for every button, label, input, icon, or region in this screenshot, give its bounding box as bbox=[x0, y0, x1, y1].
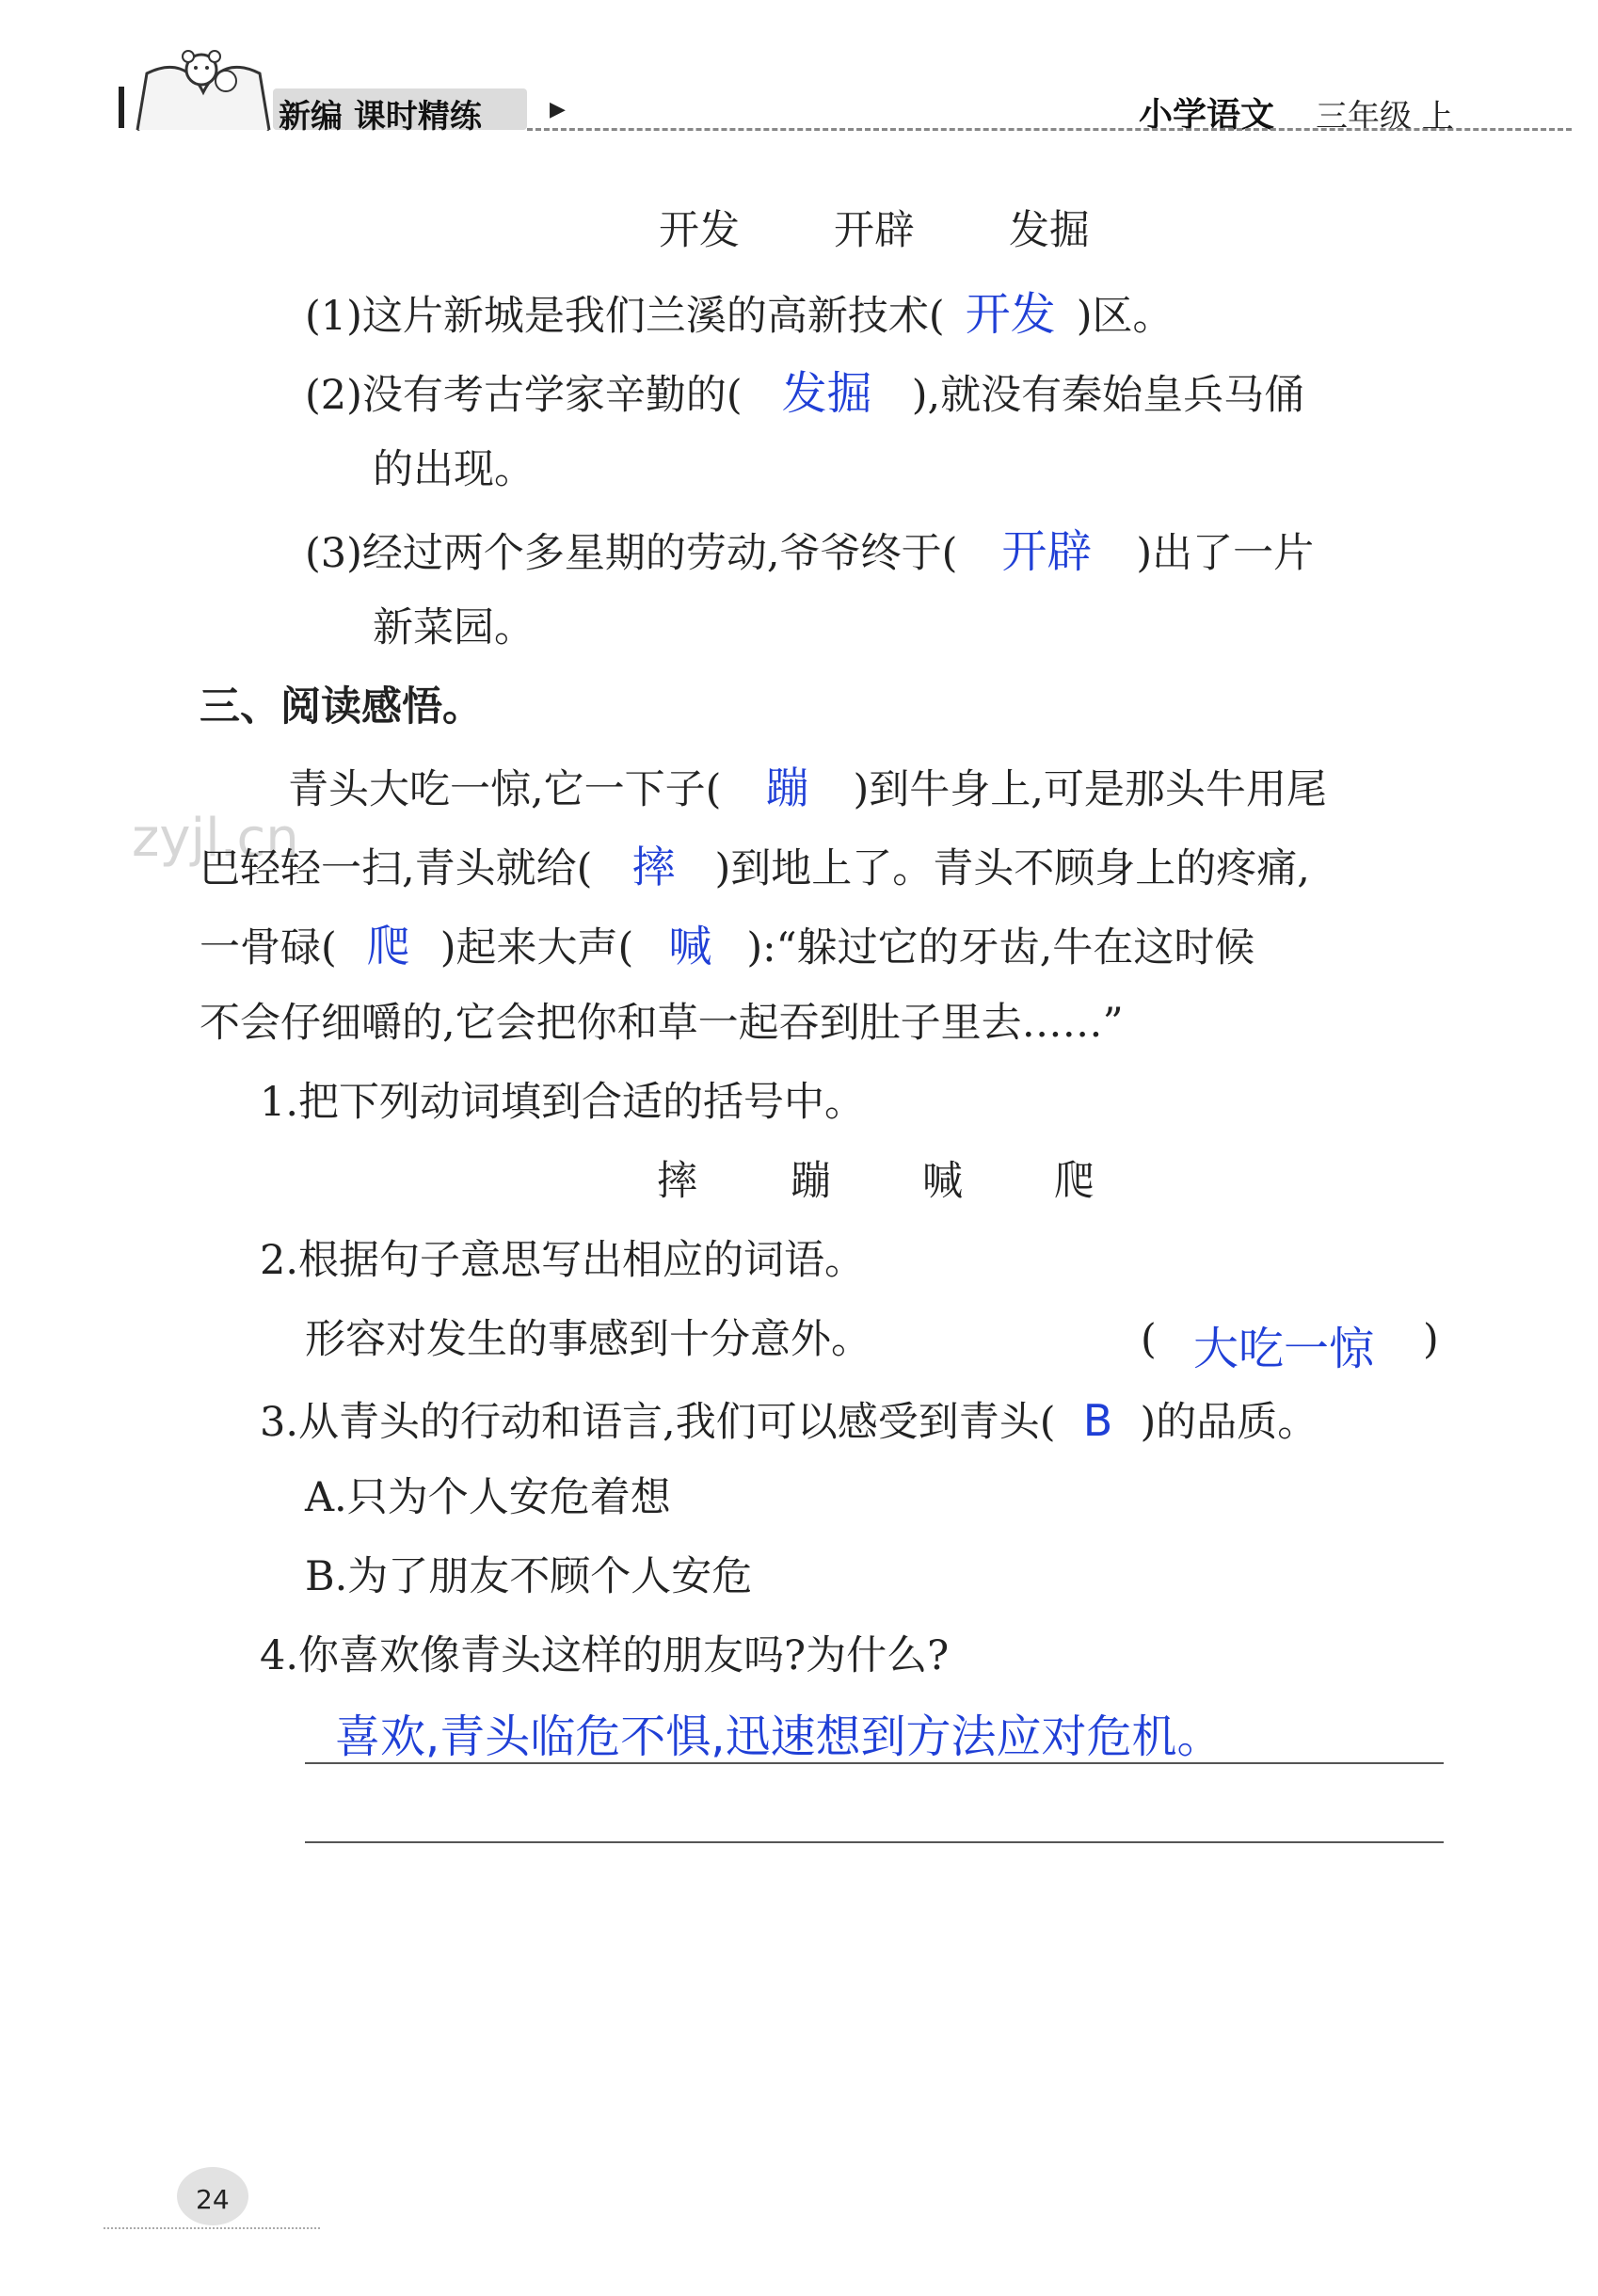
q-text: )区。 bbox=[1076, 293, 1174, 340]
q-text: (3)经过两个多星期的劳动,爷爷终于( bbox=[305, 530, 958, 577]
q-text: 3.从青头的行动和语言,我们可以感受到青头( bbox=[260, 1399, 1056, 1446]
q-text: (2)没有考古学家辛勤的( bbox=[305, 372, 743, 419]
q-text: )出了一片 bbox=[1136, 530, 1315, 577]
q-text: ),就没有秦始皇兵马俑 bbox=[911, 372, 1305, 419]
book-bear-logo-icon bbox=[128, 36, 279, 141]
word-bank-item: 发掘 bbox=[1009, 207, 1090, 254]
passage-text: )到牛身上,可是那头牛用尾 bbox=[853, 766, 1327, 813]
option-b: B.为了朋友不顾个人安危 bbox=[305, 1553, 753, 1600]
passage-text: ):“躲过它的牙齿,牛在这时候 bbox=[746, 924, 1255, 971]
grade-label: 三年级 上 bbox=[1316, 98, 1454, 136]
fill-question-2-cont: 的出现。 bbox=[373, 446, 535, 493]
passage-text: )起来大声( bbox=[439, 924, 634, 971]
answer: 开发 bbox=[965, 288, 1056, 341]
play-arrow-icon: ▶ bbox=[550, 98, 566, 121]
word-bank-item: 开辟 bbox=[834, 207, 915, 254]
q-text: )的品质。 bbox=[1140, 1399, 1318, 1446]
fill-question-3 bbox=[305, 525, 1315, 578]
passage-text: )到地上了。青头不顾身上的疼痛, bbox=[714, 845, 1310, 892]
bracket-close: ) bbox=[1423, 1316, 1439, 1363]
bracket-open: ( bbox=[1141, 1316, 1157, 1363]
q-text: (1)这片新城是我们兰溪的高新技术( bbox=[305, 293, 945, 340]
verb-bank-item: 爬 bbox=[1054, 1158, 1095, 1205]
answer: 开辟 bbox=[1001, 525, 1093, 578]
answer: 爬 bbox=[366, 921, 410, 971]
option-a: A.只为个人安危着想 bbox=[305, 1474, 671, 1521]
answer: 发掘 bbox=[781, 367, 872, 420]
passage-text: 巴轻轻一扫,青头就给( bbox=[200, 845, 593, 892]
watermark: zyjl.cn bbox=[132, 808, 299, 869]
verb-bank-item: 喊 bbox=[922, 1158, 963, 1205]
question-3 bbox=[260, 1395, 1318, 1446]
fill-question-3-cont: 新菜园。 bbox=[373, 604, 535, 651]
answer: B bbox=[1082, 1395, 1113, 1446]
passage-line-1 bbox=[288, 763, 1327, 813]
answer: 大吃一惊 bbox=[1193, 1323, 1375, 1375]
passage-text: 一骨碌( bbox=[200, 924, 337, 971]
word-bank-item: 开发 bbox=[659, 207, 740, 254]
passage-text: 青头大吃一惊,它一下子( bbox=[288, 766, 722, 813]
answer-line bbox=[305, 1762, 1444, 1764]
question-1: 1.把下列动词填到合适的括号中。 bbox=[260, 1079, 866, 1126]
passage-line-3 bbox=[200, 921, 1255, 971]
header-left-bar bbox=[119, 87, 124, 128]
answer-line bbox=[305, 1841, 1444, 1843]
footer-dotted-line bbox=[104, 2227, 320, 2229]
verb-bank-item: 蹦 bbox=[791, 1158, 831, 1205]
answer: 蹦 bbox=[765, 763, 809, 813]
question-4: 4.你喜欢像青头这样的朋友吗?为什么? bbox=[260, 1632, 950, 1679]
subject-label: 小学语文 bbox=[1139, 96, 1275, 135]
verb-bank-item: 摔 bbox=[657, 1158, 697, 1205]
passage-line-4: 不会仔细嚼的,它会把你和草一起吞到肚子里去……” bbox=[200, 1000, 1124, 1047]
page-number: 24 bbox=[196, 2184, 230, 2215]
passage-line-2 bbox=[200, 842, 1310, 892]
answer: 喊 bbox=[668, 921, 712, 971]
answer: 摔 bbox=[631, 842, 676, 892]
series-title: 新编 课时精练 bbox=[279, 98, 482, 136]
question-2: 2.根据句子意思写出相应的词语。 bbox=[260, 1237, 866, 1284]
answer: 喜欢,青头临危不惧,迅速想到方法应对危机。 bbox=[335, 1710, 1222, 1763]
header-dashed-line bbox=[527, 128, 1572, 131]
fill-question-1 bbox=[305, 288, 1174, 341]
question-2-desc: 形容对发生的事感到十分意外。 bbox=[305, 1316, 871, 1363]
fill-question-2 bbox=[305, 367, 1305, 420]
section-title: 三、阅读感悟。 bbox=[200, 683, 483, 731]
